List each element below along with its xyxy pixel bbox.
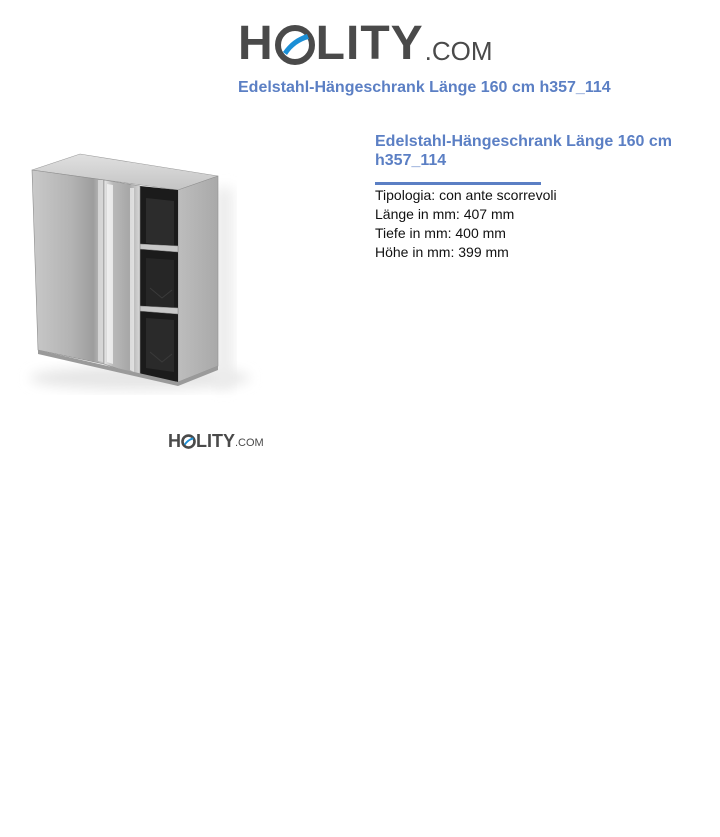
image-watermark-logo <box>168 432 264 450</box>
holity-o-small-logo-icon <box>181 434 196 449</box>
image-logo-domain: .COM <box>235 437 264 449</box>
image-logo-letter-h: H <box>168 431 181 451</box>
spec-height: Höhe in mm: 399 mm <box>375 244 509 260</box>
image-logo-letters-lity: LITY <box>196 431 235 451</box>
site-logo[interactable] <box>238 12 493 68</box>
spec-depth: Tiefe in mm: 400 mm <box>375 225 506 241</box>
logo-letters-lity: LITY <box>315 17 424 70</box>
title-underline <box>375 182 541 185</box>
spec-type: Tipologia: con ante scorrevoli <box>375 187 557 203</box>
product-specs-list <box>375 186 557 262</box>
page-title: Edelstahl-Hängeschrank Länge 160 cm h357_114 <box>238 79 611 96</box>
holity-o-logo-icon <box>275 25 315 65</box>
spec-length: Länge in mm: 407 mm <box>375 206 515 222</box>
product-image <box>0 118 280 478</box>
logo-domain: .COM <box>424 36 493 66</box>
logo-letter-h: H <box>238 17 274 70</box>
product-title: Edelstahl-Hängeschrank Länge 160 cm h357_114 <box>375 133 672 169</box>
